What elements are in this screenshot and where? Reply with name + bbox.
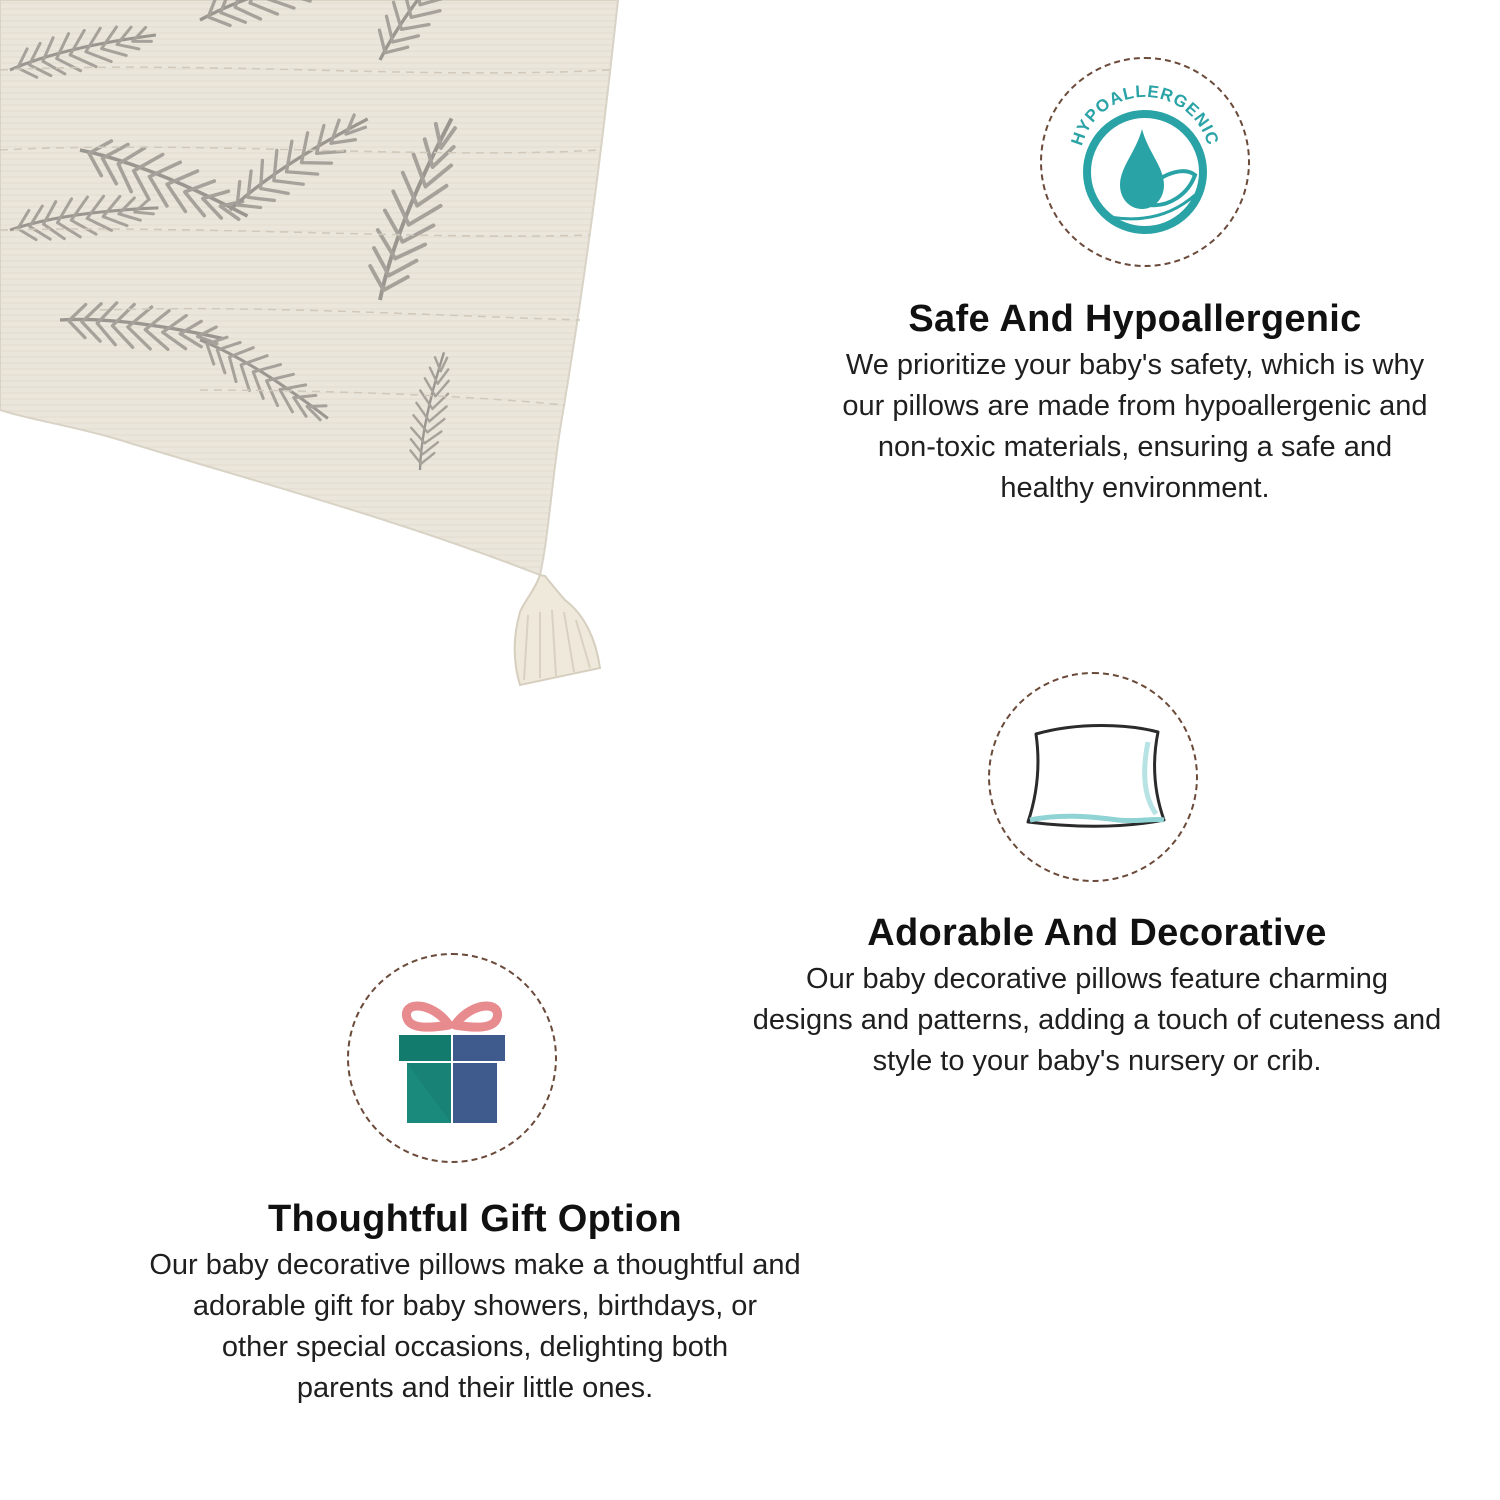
hypoallergenic-badge — [1040, 57, 1250, 267]
pillow-product-image — [0, 0, 620, 700]
feature-thoughtful-gift — [100, 1198, 850, 1409]
description-line: We prioritize your baby's safety, which is why — [845, 349, 1425, 381]
description-line: other special occasions, delighting both — [221, 1331, 729, 1363]
description-line: parents and their little ones. — [296, 1372, 654, 1404]
pillow-icon — [1008, 702, 1178, 852]
description-line: healthy environment. — [1000, 472, 1270, 504]
feature-title: Thoughtful Gift Option — [268, 1198, 682, 1240]
description-line: Our baby decorative pillows feature charming — [806, 963, 1388, 995]
hypoallergenic-icon — [1050, 67, 1240, 257]
feature-title: Adorable And Decorative — [867, 912, 1327, 954]
description-line: our pillows are made from hypoallergenic and — [842, 390, 1428, 422]
badge-arc-text: HYPOALLERGENIC — [1067, 81, 1223, 148]
feature-description — [702, 959, 1492, 1082]
feature-safe-hypoallergenic — [790, 298, 1480, 509]
description-line: non-toxic materials, ensuring a safe and — [877, 431, 1393, 463]
description-line: designs and patterns, adding a touch of cuteness and — [752, 1004, 1442, 1036]
feature-title: Safe And Hypoallergenic — [908, 298, 1362, 340]
feature-adorable-decorative — [702, 912, 1492, 1082]
description-line: adorable gift for baby showers, birthdays, or — [192, 1290, 758, 1322]
gift-icon — [377, 983, 527, 1133]
description-line: style to your baby's nursery or crib. — [872, 1045, 1322, 1077]
pillow-badge — [988, 672, 1198, 882]
feature-description — [790, 345, 1480, 509]
gift-badge — [347, 953, 557, 1163]
description-line: Our baby decorative pillows make a thoughtful and — [149, 1249, 801, 1281]
feature-description — [100, 1245, 850, 1409]
